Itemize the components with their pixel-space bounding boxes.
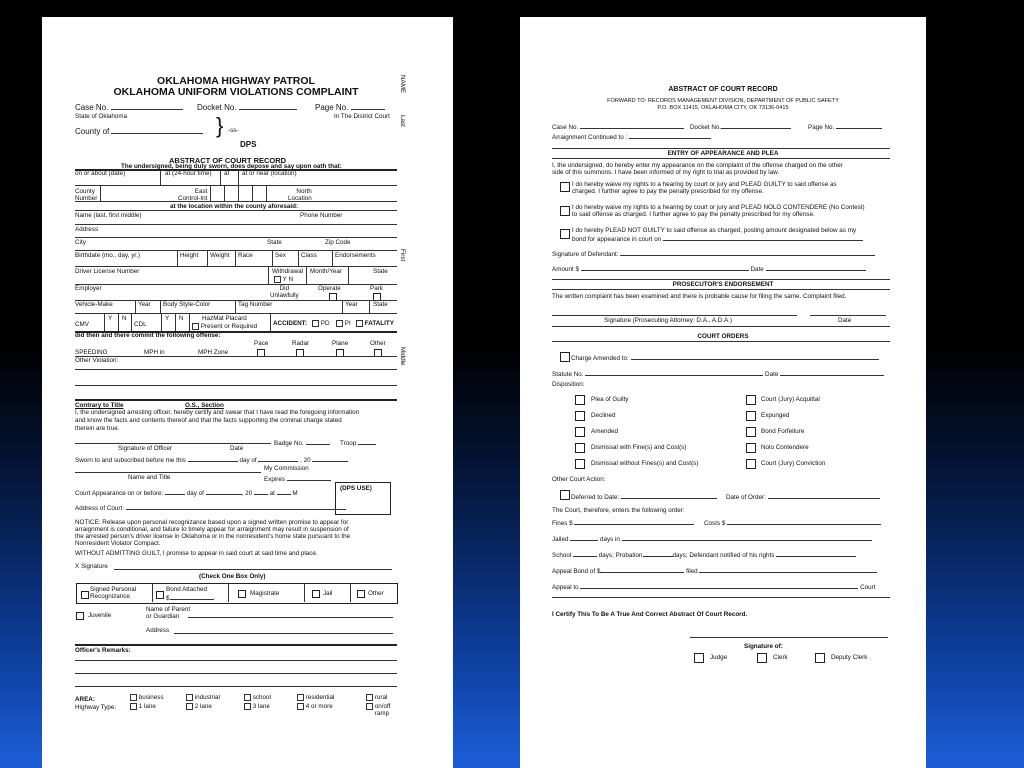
height-label: Height (180, 252, 199, 259)
disposition-label: Disposition: (552, 381, 585, 388)
cmv-label: CMV (75, 321, 89, 328)
signature-officer-label: Signature of Officer (118, 445, 173, 452)
other-release-label: Other (368, 590, 384, 597)
forward-line-1: FORWARD TO: RECORDS MANAGEMENT DIVISION, DEPARTMENT OF PUBLIC SAFETY (607, 98, 839, 104)
abstract-title: ABSTRACT OF COURT RECORD (668, 86, 778, 93)
signed-personal-label: Signed Personal Recognizance (90, 586, 137, 600)
conviction-checkbox[interactable] (746, 459, 756, 469)
dps-use-label: (DPS USE) (340, 485, 372, 492)
plea-guilty-checkbox[interactable] (575, 395, 585, 405)
cdl-y-label: Y (165, 315, 170, 322)
clerk-label: Clerk (773, 654, 788, 661)
plead-nolo-checkbox[interactable] (560, 206, 570, 216)
hazmat-label: HazMat Placard (202, 315, 247, 322)
dl-number-label: Driver License Number (75, 268, 140, 275)
troop-field: Troop (340, 438, 376, 447)
did-unlawfully-label: Did Unlawfully (270, 285, 299, 299)
judge-checkbox[interactable] (694, 653, 704, 663)
lane-4: 4 or more (297, 703, 333, 710)
class-label: Class (301, 252, 317, 259)
city-label: City (75, 239, 86, 246)
expunged-label: Expunged (761, 412, 790, 419)
dismissal-fines-checkbox[interactable] (575, 443, 585, 453)
page-no-field: Page No. (808, 122, 882, 131)
clerk-checkbox[interactable] (757, 653, 767, 663)
acquittal-label: Court (Jury) Acquittal (761, 396, 820, 403)
prosecuting-signature-label: Signature (Prosecuting Attorney: D.A., A.D.A.) (604, 317, 733, 324)
area-business: business (130, 694, 164, 701)
side-last-label: Last (399, 115, 406, 127)
area-rural: rural (366, 694, 387, 701)
plead-guilty-text-1: I do hereby waive my rights to a hearing by court or jury and PLEAD GUILTY to said offense as (572, 181, 837, 188)
pi-option: PI (336, 320, 351, 327)
name-parent-label: Name of Parent or Guardian (146, 606, 191, 620)
notice-line-4: Nonresident Violator Compact. (75, 540, 161, 547)
on-or-about-label: on or about (date) (75, 170, 126, 177)
magistrate-label: Magistrate (250, 590, 280, 597)
lane-3: 3 lane (244, 703, 270, 710)
officers-remarks-label: Officer's Remarks: (75, 647, 131, 654)
bond-amount-field: $ (166, 593, 214, 602)
sworn-line: Sworn to and subscribed before me this day of , 20 (75, 455, 348, 464)
prosecutor-date-label: Date (838, 317, 852, 324)
mph-zone-label: MPH Zone (198, 349, 229, 356)
month-year-label: Month/Year (310, 268, 342, 275)
bond-forfeiture-label: Bond Forfeiture (761, 428, 805, 435)
amount-date-field: Amount $ Date (552, 264, 866, 273)
bond-forfeiture-checkbox[interactable] (746, 427, 756, 437)
magistrate-checkbox[interactable] (238, 590, 246, 598)
nolo-label: Nolo Contendere (761, 444, 809, 451)
acquittal-checkbox[interactable] (746, 395, 756, 405)
forward-line-2: P.O. BOX 11415, OKLAHOMA CITY, OK 73136-0415 (657, 105, 789, 111)
location-label: at or near (location) (242, 170, 297, 177)
notice-line-2: arraignment is conditional, and failure to timely appear for arraignment may result in suspension of (75, 526, 349, 533)
certify-line-3: therein are true. (75, 425, 120, 432)
plead-not-guilty-checkbox[interactable] (560, 229, 570, 239)
date-order-field: Date of Order: (726, 492, 880, 501)
pd-option: PD (312, 320, 330, 327)
bond-attached-checkbox[interactable] (156, 591, 164, 599)
costs-field: Costs $ (704, 518, 881, 527)
ss-label: -ss- (228, 127, 239, 134)
vehicle-make-label: Vehicle-Make (75, 301, 113, 308)
case-no-field: Case No. (552, 122, 684, 131)
area-school: school (244, 694, 271, 701)
plane-label: Plane (332, 340, 349, 347)
tag-number-label: Tag Number (238, 301, 273, 308)
deferred-checkbox[interactable] (560, 490, 570, 500)
endorsements-label: Endorsements (335, 252, 376, 259)
without-admitting-text: WITHOUT ADMITTING GUILT, I promise to appear in said court at said time and place. (75, 550, 318, 557)
highway-type-label: Highway Type: (75, 704, 117, 711)
dismissal-fines-label: Dismissal with Fine(s) and Cost(s) (591, 444, 687, 451)
lane-2: 2 lane (186, 703, 212, 710)
tag-state-label: State (373, 301, 388, 308)
county-of-label: County of (75, 127, 203, 136)
bond-attached-label: Bond Attached (166, 586, 207, 593)
address-court-line: Address of Court: (75, 503, 346, 512)
parent-address-label: Address (146, 627, 170, 634)
dismissal-without-checkbox[interactable] (575, 459, 585, 469)
expires-field: Expires (264, 474, 331, 483)
court-appearance-line: Court Appearance on or before: day of , 20 at M (75, 490, 298, 497)
cmv-n-label: N (122, 315, 127, 322)
prosecutor-title: PROSECUTOR'S ENDORSEMENT (672, 281, 774, 288)
docket-no-label: Docket No. (197, 103, 297, 112)
plead-nolo-text-2: to said offense as charged. I further agree to pay the penalty prescribed for my offense. (572, 211, 815, 218)
docket-no-field: Docket No. (690, 122, 791, 131)
other-method-label: Other (370, 340, 386, 347)
withdrawal-label: Withdrawal (272, 268, 304, 275)
appeal-to-field: Appeal to Court (552, 584, 876, 591)
conviction-label: Court (Jury) Conviction (761, 460, 826, 467)
abstract-title: ABSTRACT OF COURT RECORD (169, 156, 287, 165)
x-signature-label: X Signature (75, 563, 108, 570)
fatality-option: FATALITY (356, 320, 394, 327)
dl-state-label: State (373, 268, 388, 275)
plead-guilty-text-2: charged. I further agree to pay the penalty prescribed for my offense. (572, 188, 764, 195)
lane-ramp: on/off ramp (366, 703, 390, 717)
other-violation-label: Other Violation: (75, 357, 119, 364)
court-therefore-text: The Court, therefore, enters the following order: (552, 507, 685, 514)
entry-text-1: I, the undersigned, do hereby enter my appearance on the complaint of the offense charged on the other (552, 162, 843, 169)
nolo-checkbox[interactable] (746, 443, 756, 453)
mph-in-label: MPH in (144, 349, 165, 356)
state-label: State of Oklahoma (75, 113, 128, 120)
court-orders-title: COURT ORDERS (697, 333, 749, 340)
juvenile-checkbox[interactable] (76, 612, 84, 620)
side-name-label: NAME (399, 75, 406, 94)
violations-complaint-page (42, 17, 453, 768)
certify-line-2: and know the facts and contents thereof and that the facts supporting the criminal charge stated (75, 417, 342, 424)
expunged-checkbox[interactable] (746, 411, 756, 421)
cdl-n-label: N (179, 315, 184, 322)
did-then-text: did then and there commit the following offense: (75, 332, 221, 339)
at-label: at (224, 170, 230, 177)
arraignment-field: Arraignment Continued to : (552, 132, 711, 141)
certify-line-1: I, the undersigned arresting officer, hereby certify and swear that I have read the foregoing information (75, 409, 360, 416)
dismissal-without-label: Dismissal without Fines(s) and Cost(s) (591, 460, 699, 467)
defendant-signature-line[interactable] (114, 569, 392, 570)
side-first-label: First (399, 249, 406, 262)
prosecutor-text: The written complaint has been examined and there is probable cause for filing the same. Complaint filed. (552, 293, 847, 300)
declined-checkbox[interactable] (575, 411, 585, 421)
pace-label: Pace (254, 340, 269, 347)
area-industrial: industrial (186, 694, 220, 701)
notice-line-1: NOTICE: Release upon personal recognizance based upon a signed written promise to appear for (75, 519, 349, 526)
form-title-2: OKLAHOMA UNIFORM VIOLATIONS COMPLAINT (113, 86, 359, 98)
east-control-label: East Control-Int (178, 188, 208, 202)
jail-checkbox[interactable] (312, 590, 320, 598)
name-label: Name (last, first middle) (75, 212, 142, 219)
school-field: School days; Probation days; Defendant notified of his rights (552, 550, 856, 559)
undersigned-text: The undersigned, being duly sworn, does depose and say upon oath that: (121, 163, 342, 170)
contrary-title-label: Contrary to Title (75, 402, 124, 409)
plead-nolo-text-1: I do hereby waive my rights to a hearing by court or jury and PLEAD NOLO CONTENDERE (No Contest) (572, 204, 865, 211)
area-label: AREA: (75, 696, 95, 703)
brace-symbol: } (216, 113, 224, 138)
employer-label: Employer (75, 285, 102, 292)
name-title-label: Name and Title (128, 474, 171, 481)
officer-date-label: Date (230, 445, 244, 452)
body-style-label: Body Style-Color (163, 301, 211, 308)
sex-label: Sex (275, 252, 286, 259)
accident-label: ACCIDENT: (273, 320, 307, 327)
north-location-label: North Location (288, 188, 312, 202)
at-location-text: at the location within the county aforesaid: (170, 203, 299, 210)
cdl-label: CDL (134, 321, 147, 328)
deferred-field: Deferred to Date: (571, 492, 717, 501)
my-commission-label: My Commission (264, 465, 309, 472)
notice-line-3: the arrested person's driver license in Oklahoma or in the nonresident's home state pursuant to the (75, 533, 351, 540)
signature-defendant-field: Signature of Defendant: (552, 249, 875, 258)
check-one-label: (Check One Box Only) (199, 573, 266, 580)
amended-label: Amended (591, 428, 618, 435)
cmv-y-label: Y (108, 315, 113, 322)
abstract-court-record-page (520, 17, 926, 768)
entry-text-2: side of this summons. I have been informed of my right to trial as provided by law. (552, 169, 780, 176)
case-no-label: Case No. (75, 103, 183, 112)
tag-year-label: Year (345, 301, 358, 308)
appeal-bond-field: Appeal Bond of $ filed (552, 566, 877, 575)
area-residential: residential (297, 694, 334, 701)
phone-label: Phone Number (300, 212, 343, 219)
birthdate-label: Birthdate (mo., day, yr.) (75, 252, 140, 259)
withdrawal-yn: Y N (274, 276, 293, 283)
certify-text: I Certify This To Be A True And Correct Abstract Of Court Record. (552, 611, 748, 618)
other-release-checkbox[interactable] (357, 590, 365, 598)
charge-amended-field: Charge Amended to: (571, 353, 879, 362)
plead-not-guilty-text-1: I do hereby PLEAD NOT GUILTY to said offense as charged, posting amount designated below as my (572, 227, 857, 234)
jail-label: Jail (323, 590, 333, 597)
lane-1: 1 lane (130, 703, 156, 710)
race-label: Race (238, 252, 253, 259)
statute-date-field: Statute No. Date (552, 369, 884, 378)
dps-label: DPS (240, 140, 257, 149)
deputy-clerk-label: Deputy Clerk (831, 654, 868, 661)
signed-personal-checkbox[interactable] (81, 591, 89, 599)
deputy-clerk-checkbox[interactable] (815, 653, 825, 663)
radar-label: Radar (292, 340, 310, 347)
plead-not-guilty-text-2: bond for appearance in court on (572, 234, 863, 243)
jailed-field: Jailed days in (552, 534, 872, 543)
speeding-label: SPEEDING (75, 349, 108, 356)
charge-amended-checkbox[interactable] (560, 352, 570, 362)
county-number-label: County Number (75, 188, 98, 202)
vehicle-year-label: Year (138, 301, 151, 308)
signature-of-label: Signature of: (744, 643, 783, 650)
side-middle-label: Middle (399, 347, 406, 366)
weight-label: Weight (210, 252, 230, 259)
other-court-action-label: Other Court Action: (552, 476, 606, 483)
hazmat-present: Present or Required (192, 323, 257, 330)
juvenile-label: Juvenile (88, 612, 112, 619)
declined-label: Declined (591, 412, 616, 419)
entry-appearance-title: ENTRY OF APPEARANCE AND PLEA (667, 150, 779, 157)
form-title-1: OKLAHOMA HIGHWAY PATROL (157, 75, 315, 87)
park-label: Park (370, 285, 383, 292)
operate-label: Operate (318, 285, 341, 292)
page-no-label: Page No. (315, 103, 385, 112)
zip-label: Zip Code (325, 239, 351, 246)
os-section-label: O.S., Section (185, 402, 224, 409)
plea-guilty-label: Plea of Guilty (591, 396, 629, 403)
judge-label: Judge (710, 654, 728, 661)
time-label: at (24-hour time) (165, 170, 212, 177)
state-field-label: State (267, 239, 282, 246)
fines-field: Fines $ (552, 518, 694, 527)
address-label: Address (75, 226, 99, 233)
district-court-label: In The District Court (334, 113, 390, 120)
amended-checkbox[interactable] (575, 427, 585, 437)
plead-guilty-checkbox[interactable] (560, 182, 570, 192)
badge-no-field: Badge No. (274, 438, 330, 447)
